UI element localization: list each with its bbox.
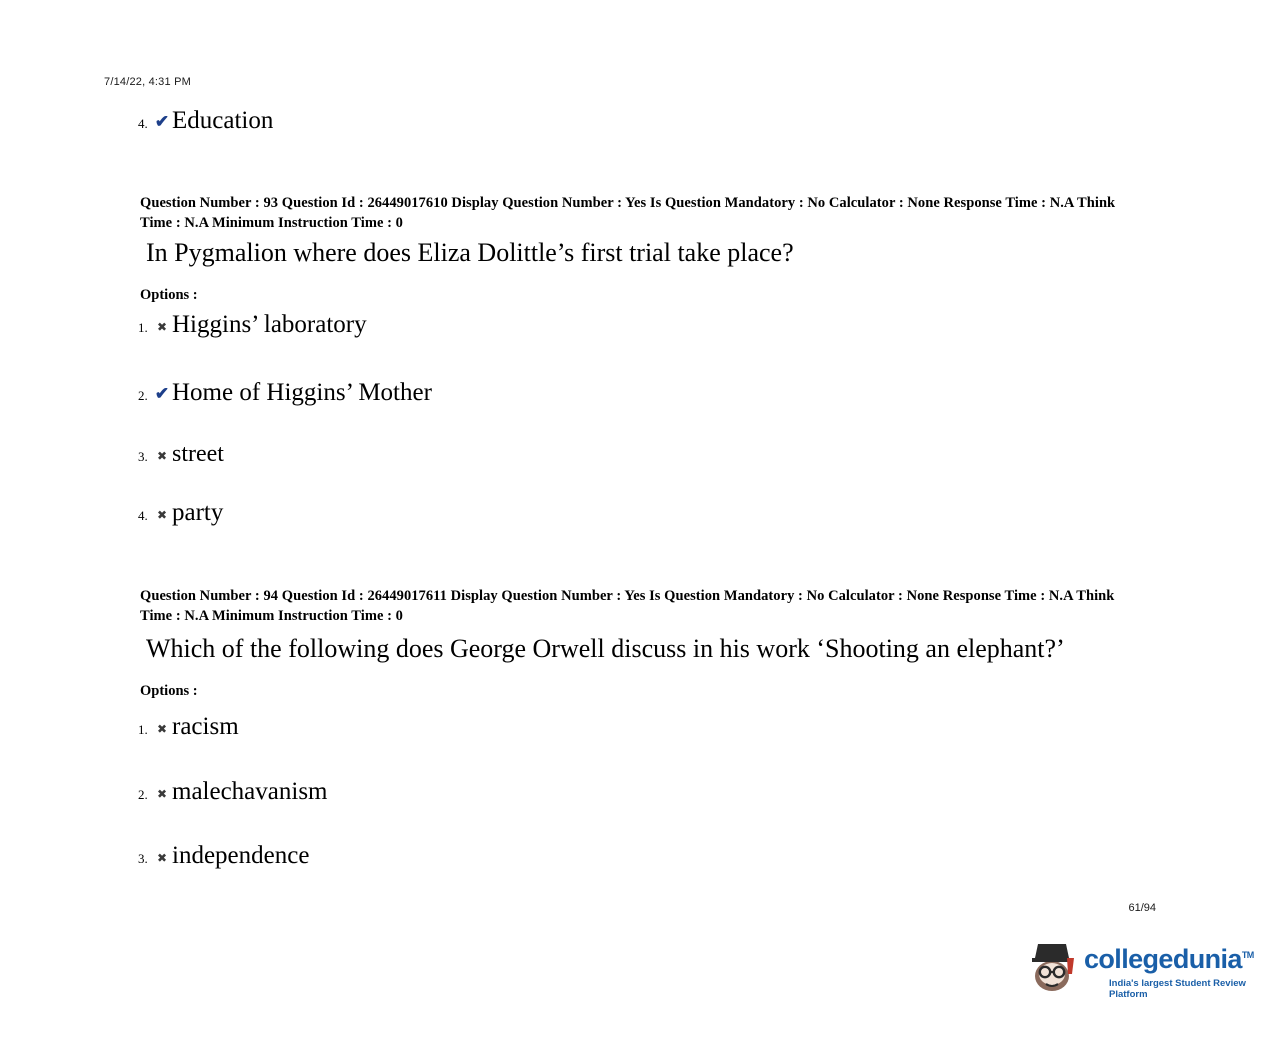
question-meta: Question Number : 94 Question Id : 26449017611 Display Question Number : Yes Is Question Mandatory : No Calculator : None Response Time : N.A Think Time : N.A Minimum Instruction Time : 0 xyxy=(140,588,1115,624)
page-timestamp: 7/14/22, 4:31 PM xyxy=(104,76,191,88)
option-number: 4. xyxy=(138,508,148,523)
logo-wordmark xyxy=(1084,944,1254,975)
cross-icon: ✖ xyxy=(156,851,168,865)
option-text: Education xyxy=(172,107,274,134)
option-text: independence xyxy=(172,842,310,869)
option-number: 2. xyxy=(138,388,148,403)
list-item xyxy=(138,108,273,133)
tick-icon: ✔ xyxy=(154,384,170,403)
list-item xyxy=(138,312,367,337)
cross-icon: ✖ xyxy=(156,320,168,334)
logo-tm: TM xyxy=(1241,950,1254,960)
option-text: party xyxy=(172,499,224,526)
page-number: 61/94 xyxy=(1128,902,1156,914)
option-text: Higgins’ laboratory xyxy=(172,311,367,338)
cross-icon: ✖ xyxy=(156,449,168,463)
options-label: Options : xyxy=(140,287,198,303)
option-number: 3. xyxy=(138,851,148,866)
tick-icon: ✔ xyxy=(154,112,170,131)
logo-mark-icon xyxy=(1024,936,1082,994)
option-text: Home of Higgins’ Mother xyxy=(172,379,432,406)
question-text: In Pygmalion where does Eliza Dolittle’s first trial take place? xyxy=(146,238,794,267)
option-number: 3. xyxy=(138,449,148,464)
option-text: street xyxy=(172,441,224,467)
option-number: 1. xyxy=(138,722,148,737)
option-number: 2. xyxy=(138,787,148,802)
list-item xyxy=(138,843,309,868)
logo-word-text: collegedunia xyxy=(1084,944,1242,974)
question-meta: Question Number : 93 Question Id : 26449017610 Display Question Number : Yes Is Question Mandatory : No Calculator : None Response Time : N.A Think Time : N.A Minimum Instruction Time : 0 xyxy=(140,195,1116,231)
collegedunia-logo xyxy=(1024,932,1256,1004)
list-item xyxy=(138,779,328,804)
list-item xyxy=(138,380,432,405)
list-item xyxy=(138,714,239,739)
list-item xyxy=(138,500,223,525)
option-text: racism xyxy=(172,713,239,740)
logo-tagline: India's largest Student Review Platform xyxy=(1109,978,1246,1000)
option-number: 1. xyxy=(138,320,148,335)
options-label: Options : xyxy=(140,683,198,699)
cross-icon: ✖ xyxy=(156,722,168,736)
cross-icon: ✖ xyxy=(156,787,168,801)
option-text: malechavanism xyxy=(172,778,328,805)
list-item xyxy=(138,442,224,466)
question-text: Which of the following does George Orwell discuss in his work ‘Shooting an elephant?’ xyxy=(146,634,1065,663)
cross-icon: ✖ xyxy=(156,508,168,522)
option-number: 4. xyxy=(138,116,148,131)
